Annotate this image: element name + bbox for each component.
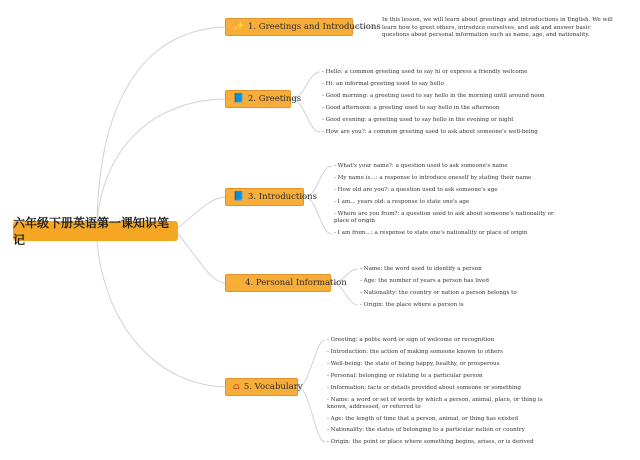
edge-root-to-branch-3 (178, 197, 225, 228)
list-item: - Origin: the point or place where something begins, arises, or is derived (327, 439, 534, 446)
root-node[interactable] (13, 216, 178, 247)
branch-label: 1. Greetings and Introductions (248, 22, 381, 32)
list-item: - Greeting: a polite word or sign of welcome or recognition (327, 337, 495, 343)
list-item: - Hello: a common greeting used to say hi or express a friendly welcome (322, 69, 528, 75)
list-item: - Personal: belonging or relating to a particular person (327, 372, 483, 379)
branch-personal-information[interactable] (225, 274, 347, 292)
branch-introductions[interactable] (225, 188, 318, 206)
list-item: - Age: the number of years a person has lived (360, 277, 489, 284)
list-item: - I am... years old: a response to state one's age (334, 198, 470, 205)
list-item: - How are you?: a common greeting used to ask about someone's well-being (322, 128, 538, 135)
branch-label: 5. Vocabulary (243, 382, 303, 392)
branch-label: 2. Greetings (248, 94, 302, 104)
list-item: - What's your name?: a question used to ask someone's name (334, 163, 508, 169)
wand-icon: ✨ (233, 21, 245, 32)
branch-label: 3. Introductions (248, 192, 318, 202)
edge-root-to-branch-4 (178, 234, 225, 283)
list-item: - Name: the word used to identify a person (360, 266, 482, 272)
list-item: - Introduction: the action of making someone known to others (327, 348, 503, 355)
branch-vocabulary[interactable] (225, 378, 303, 396)
greetings-list (322, 69, 545, 141)
list-item: - Age: the length of time that a person, animal, or thing has existed (327, 415, 519, 422)
edge-root-to-branch-5 (97, 241, 225, 387)
branch-greetings[interactable] (225, 90, 302, 108)
book-icon: 📘 (233, 93, 245, 104)
vocabulary-list (327, 337, 552, 451)
edge-root-to-branch-2 (97, 99, 225, 221)
personal-information-list (360, 266, 517, 314)
edge-branch-5-fan-b (298, 387, 325, 442)
sun-icon: ☀ (233, 277, 242, 288)
branch-label: 4. Personal Information (245, 278, 347, 288)
introductions-list (334, 163, 562, 242)
list-item: - Nationality: the country or nation a person belongs to (360, 289, 517, 296)
list-item: - Where are you from?: a question used to ask about someone's nationality or place of origin (334, 210, 554, 224)
list-item: - Good evening: a greeting used to say hello in the evening or night (322, 116, 514, 123)
edge-branch-5-fan-a (298, 340, 325, 387)
book-icon: 📘 (233, 191, 245, 202)
branch-1-description: In this lesson, we will learn about greetings and introductions in English. We will learn how to greet others, introduce ourselves, and ask and answer basic questions about personal information such as name, age, and nationality. (382, 17, 613, 39)
list-item: - Well-being: the state of being happy, healthy, or prosperous (327, 360, 500, 367)
list-item: - I am from...: a response to state one's nationality or place of origin (334, 229, 528, 236)
root-title: 六年级下册英语第一课知识笔记 (13, 216, 170, 247)
branch-greetings-and-introductions[interactable] (225, 18, 381, 36)
edge-root-to-branch-1 (97, 27, 225, 221)
list-item: - Name: a word or set of words by which a person, animal, place, or thing is known, addressed, or referred to (327, 396, 543, 410)
list-item: - Origin: the place where a person is (360, 301, 464, 308)
list-item: - Good morning: a greeting used to say hello in the morning until around noon (322, 92, 545, 99)
list-item: - Good afternoon: a greeting used to say hello in the afternoon (322, 104, 500, 111)
list-item: - How old are you?: a question used to ask someone's age (334, 186, 498, 193)
edge-branch-3-fan-b (304, 197, 332, 234)
list-item: - Hi: an informal greeting used to say hello (322, 80, 444, 87)
list-item: - Nationality: the status of belonging to a particular nation or country (327, 427, 525, 434)
list-item: - My name is...: a response to introduce oneself by stating their name (334, 174, 532, 181)
list-item: - Information: facts or details provided about someone or something (327, 384, 521, 391)
house-icon: ⌂ (233, 381, 240, 392)
